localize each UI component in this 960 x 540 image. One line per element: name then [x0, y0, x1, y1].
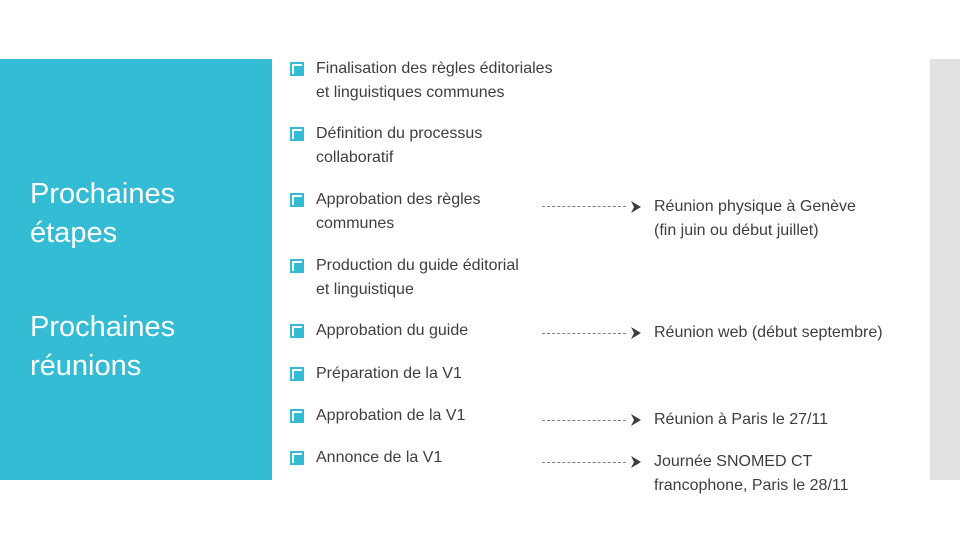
- step-item: [288, 362, 462, 386]
- arrow-right-icon: [628, 408, 644, 432]
- dashed-connector: [542, 333, 626, 334]
- step-item: [288, 404, 465, 428]
- step-item: [288, 57, 553, 105]
- arrow-right-icon: [628, 450, 644, 474]
- dashed-connector: [542, 420, 626, 421]
- title-next-steps: Prochaines étapes: [30, 178, 176, 249]
- step-item: [288, 446, 442, 470]
- step-text: Finalisation des règles éditoriales et linguistiques communes: [316, 60, 553, 101]
- meeting-text: Journée SNOMED CT francophone, Paris le 28/11: [654, 453, 849, 494]
- dashed-connector: [542, 206, 626, 207]
- meeting-text: Réunion à Paris le 27/11: [654, 411, 829, 428]
- step-text: Approbation du guide: [316, 322, 469, 339]
- step-text: Annonce de la V1: [316, 449, 443, 466]
- checkbox-square-icon: [288, 57, 306, 81]
- right-decor-strip: [930, 59, 960, 480]
- step-text: Approbation de la V1: [316, 407, 466, 424]
- checkbox-square-icon: [288, 254, 306, 278]
- step-item: [288, 122, 482, 170]
- meeting-text: Réunion physique à Genève (fin juin ou début juillet): [654, 198, 856, 239]
- step-item: [288, 254, 519, 302]
- meeting-item: [628, 195, 856, 243]
- step-text: Production du guide éditorial et linguistique: [316, 257, 519, 298]
- checkbox-square-icon: [288, 362, 306, 386]
- checkbox-square-icon: [288, 404, 306, 428]
- meeting-item: [628, 408, 828, 432]
- checkbox-square-icon: [288, 188, 306, 212]
- checkbox-square-icon: [288, 122, 306, 146]
- left-panel: [0, 59, 272, 480]
- step-text: Préparation de la V1: [316, 365, 462, 382]
- arrow-right-icon: [628, 195, 644, 219]
- arrow-right-icon: [628, 321, 644, 345]
- step-text: Définition du processus collaboratif: [316, 125, 483, 166]
- checkbox-square-icon: [288, 319, 306, 343]
- step-item: [288, 319, 468, 343]
- meeting-item: [628, 450, 849, 498]
- checkbox-square-icon: [288, 446, 306, 470]
- dashed-connector: [542, 462, 626, 463]
- meeting-text: Réunion web (début septembre): [654, 324, 883, 341]
- step-item: [288, 188, 481, 236]
- step-text: Approbation des règles communes: [316, 191, 481, 232]
- meeting-item: [628, 321, 883, 345]
- title-next-meetings: Prochaines réunions: [30, 311, 176, 382]
